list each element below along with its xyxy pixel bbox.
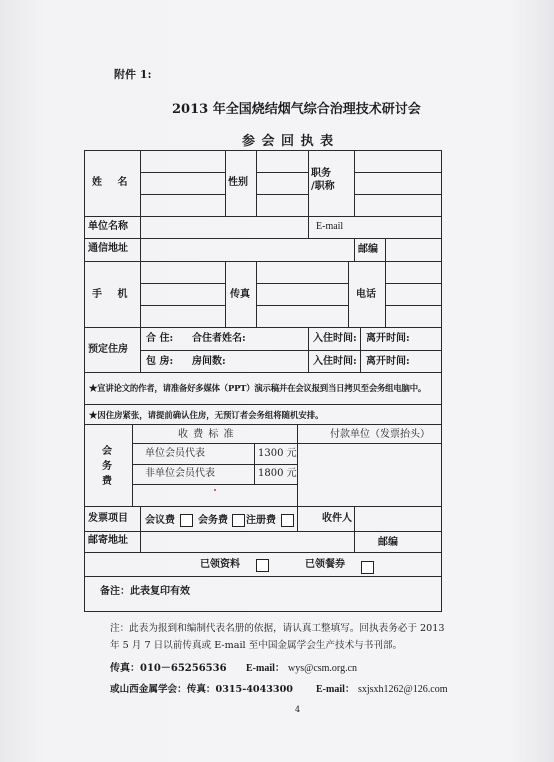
conf-fee-checkbox[interactable] xyxy=(180,514,193,527)
mail-address-field[interactable] xyxy=(141,532,353,552)
email-label: E-mail xyxy=(316,221,344,232)
work-unit-field[interactable] xyxy=(141,217,307,238)
roommate-label: 合住者姓名: xyxy=(192,333,246,344)
footer-note-line2: 年 5 月 7 日以前传真或 E-mail 至中国金属学会生产技术与书刊部。 xyxy=(110,640,403,651)
footer-fax: 传真：010－65256536 xyxy=(110,663,227,674)
phone-field[interactable] xyxy=(386,262,441,327)
name-label: 姓 名 xyxy=(92,177,134,188)
room-note: ★因住房紧张，请提前确认住房，无预订者会务组将随机安排。 xyxy=(89,410,324,420)
got-meal-label: 已领餐券 xyxy=(305,559,345,570)
name-field[interactable] xyxy=(141,151,225,216)
footer-org-email-link[interactable]: sxjsxh1262@126.com xyxy=(358,684,448,695)
mobile-field[interactable] xyxy=(141,262,225,327)
got-materials-label: 已领资料 xyxy=(200,559,240,570)
fee-standard-label: 收 费 标 准 xyxy=(178,429,235,440)
payer-unit-field[interactable] xyxy=(298,444,441,506)
got-materials-checkbox[interactable] xyxy=(256,559,269,572)
postcode-field[interactable] xyxy=(386,239,441,261)
attachment-label: 附件 1: xyxy=(114,68,152,81)
postcode-label: 邮编 xyxy=(358,244,378,255)
footer-note-line1: 注：此表为报到和编制代表名册的依据，请认真工整填写。回执表务必于 2013 xyxy=(110,623,445,634)
position-field[interactable] xyxy=(355,151,441,216)
footer-email-link[interactable]: wys@csm.org.cn xyxy=(288,663,358,674)
address-field[interactable] xyxy=(141,239,353,261)
checkout1-label: 离开时间: xyxy=(366,333,410,344)
member-rep-label: 单位会员代表 xyxy=(145,448,205,459)
mobile-label: 手 机 xyxy=(92,289,134,300)
page-title: 2013 年全国烧结烟气综合治理技术研讨会 xyxy=(172,102,421,117)
single-room-label: 包 房: xyxy=(146,356,174,367)
footer-org-email-label: E-mail： xyxy=(316,684,355,695)
work-unit-label: 单位名称 xyxy=(88,221,128,232)
fee-label: 会 务 费 xyxy=(102,446,112,487)
member-fee-value: 1300 元 xyxy=(258,448,297,459)
reg-fee-checkbox[interactable] xyxy=(281,514,294,527)
mail-postcode-label: 邮编 xyxy=(378,537,398,548)
phone-label: 电话 xyxy=(356,289,376,300)
payer-unit-label: 付款单位（发票抬头） xyxy=(330,429,430,440)
nonmember-rep-label: 非单位会员代表 xyxy=(145,468,215,479)
service-fee-checkbox[interactable] xyxy=(232,514,245,527)
checkin2-label: 入住时间: xyxy=(313,356,357,367)
scan-speck xyxy=(214,489,216,491)
fax-field[interactable] xyxy=(257,262,348,327)
lodging-label: 预定住房 xyxy=(88,344,128,355)
shared-room-label: 合 住: xyxy=(146,333,174,344)
gender-field[interactable] xyxy=(257,151,308,216)
page-subtitle: 参 会 回 执 表 xyxy=(242,134,335,149)
fax-label: 传真 xyxy=(230,289,250,300)
footer-email-label: E-mail： xyxy=(246,663,285,674)
checkout2-label: 离开时间: xyxy=(366,356,410,367)
ppt-note: ★宣讲论文的作者，请准备好多媒体（PPT）演示稿并在会议报到当日拷贝至会务组电脑中。 xyxy=(89,383,427,393)
remark-text: 备注：此表复印有效 xyxy=(100,586,190,597)
got-meal-checkbox[interactable] xyxy=(361,561,374,574)
service-fee-label: 会务费 xyxy=(198,515,228,526)
mail-address-label: 邮寄地址 xyxy=(88,535,128,546)
page-number: 4 xyxy=(295,705,301,714)
gender-label: 性别 xyxy=(228,177,248,188)
recipient-label: 收件人 xyxy=(322,513,352,524)
nonmember-fee-value: 1800 元 xyxy=(258,468,297,479)
room-count-label: 房间数: xyxy=(192,356,226,367)
footer-org-line: 或山西金属学会：传真：0315-4043300 xyxy=(110,684,293,695)
reg-fee-label: 注册费 xyxy=(246,515,276,526)
conf-fee-label: 会议费 xyxy=(145,515,175,526)
address-label: 通信地址 xyxy=(88,243,128,254)
recipient-field[interactable] xyxy=(355,507,441,531)
checkin1-label: 入住时间: xyxy=(313,333,357,344)
position-label: 职务 /职称 xyxy=(311,168,335,192)
email-field[interactable] xyxy=(355,217,441,238)
invoice-item-label: 发票项目 xyxy=(88,513,128,524)
